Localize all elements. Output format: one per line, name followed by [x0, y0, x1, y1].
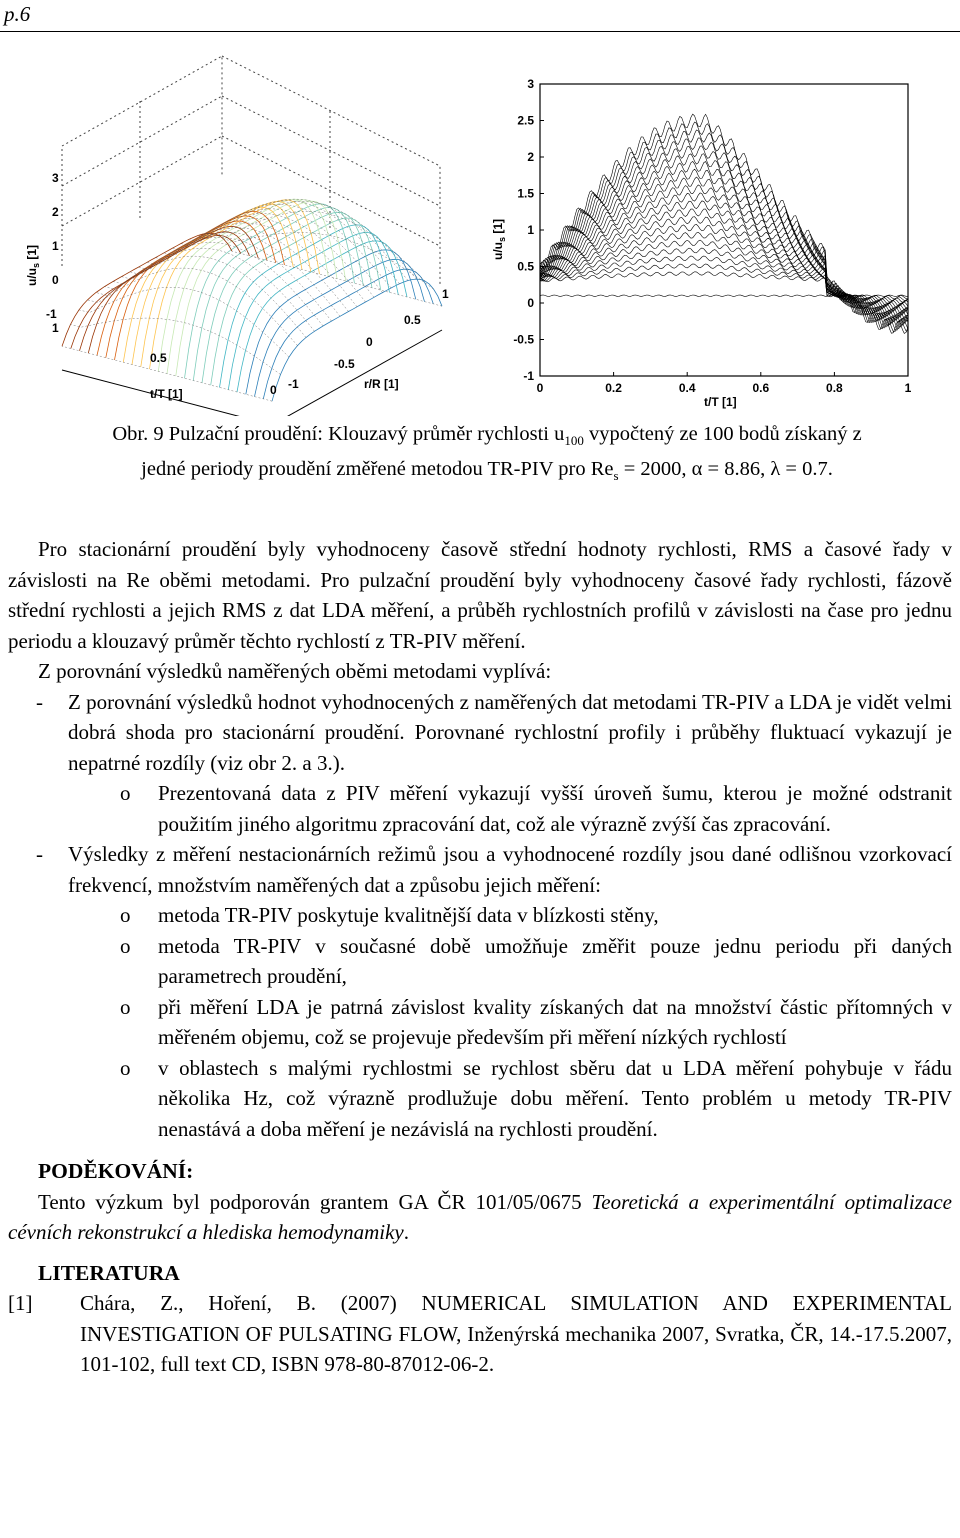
figure-caption	[72, 420, 902, 490]
x-tick-label: 0.6	[752, 381, 770, 395]
list-item: - Z porovnání výsledků hodnot vyhodnocených z naměřených dat metodami TR-PIV a LDA je vidět velmi dobrá shoda pro stacionární proudění. Porovnané rychlostní profily i průběhy fluktuací vykazují je nepatrné rozdíly (viz obr 2. a 3.).	[36, 689, 952, 775]
x-axis-label: t/T [1]	[704, 395, 737, 409]
caption-line-2: jedné periody proudění změřené metodou TR-PIV pro $Re_s = 2000$, α = 8.86, λ = 0.7.	[141, 458, 833, 484]
surface-line	[164, 214, 374, 298]
y-axis-label: $u/u_s$ [1]	[25, 244, 41, 286]
body-text	[8, 534, 952, 1380]
z-tick: 1	[52, 239, 59, 253]
t-tick: 0	[270, 383, 277, 397]
r-tick: -0.5	[334, 357, 355, 371]
surface-line	[228, 233, 398, 390]
reference-item: [1] Chára, Z., Hoření, B. (2007) NUMERICAL SIMULATION AND EXPERIMENTAL INVESTIGATION OF PULSATING FLOW, Inženýrská mechanika 2007, Svratka, ČR, 14.-17.5.2007, 101-102, full text CD, ISBN 978-80-87012-06-2.	[8, 1291, 952, 1376]
x-tick-label: 0	[536, 381, 544, 395]
z-tick: 3	[52, 171, 59, 185]
plot-frame	[540, 84, 908, 376]
y-tick-label: -0.5	[513, 332, 534, 347]
y-tick-label: 2.5	[517, 113, 534, 128]
paragraph-comparison-intro: Z porovnání výsledků naměřených oběmi metodami vyplívá:	[38, 659, 552, 683]
list-item: o Prezentovaná data z PIV měření vykazují vyšší úroveň šumu, kterou je možné odstranit použitím jiného algoritmu zpracování dat, což ale výrazně zvýší čas zpracování.	[120, 781, 952, 836]
x-tick-label: 0.4	[678, 381, 696, 395]
surface-line	[71, 318, 281, 374]
figure-2d-velocity-time	[488, 70, 928, 415]
surface-line	[96, 256, 306, 337]
figure-2d-svg	[488, 70, 928, 415]
surface-line	[173, 209, 383, 293]
t-tick: 0.5	[150, 351, 167, 365]
list-item: - Výsledky z měření nestacionárních režimů jsou a vyhodnocené rozdíly jsou dané odlišnou vzorkovací frekvencí, množstvím naměřených dat a způsobu jejich měření:	[36, 842, 952, 897]
surface-line	[246, 250, 416, 394]
r-tick: 0	[366, 335, 373, 349]
y-tick-label: 0	[527, 296, 534, 310]
surface-line	[113, 242, 323, 326]
figure-3d-svg	[0, 36, 480, 416]
r-tick: -1	[288, 377, 299, 391]
surface-line	[215, 211, 425, 281]
velocity-curve	[540, 130, 908, 330]
surface-line	[237, 241, 407, 392]
list-item: o v oblastech s malými rychlostmi se rychlost sběru dat u LDA měření pohybuje v řádu několika Hz, což výrazně prodlužuje dobu měření. Tento problém u metody TR-PIV nenastává a doba měření je nezávislá na rychlosti proudění.	[120, 1055, 952, 1141]
r-axis-label: r/R [1]	[364, 377, 399, 391]
literature-heading: LITERATURA	[38, 1260, 180, 1285]
caption-line-1: Obr. 9 Pulzační proudění: Klouzavý průměr rychlosti $u_{100}$ vypočtený ze 100 bodů získaný z	[112, 423, 862, 449]
surface-line	[139, 228, 349, 312]
y-tick-label: 3	[527, 77, 534, 91]
list-item: o při měření LDA je patrná závislost kvality získaných dat na množství částic přítomných v měřeném objemu, což se projevuje především při měření nízkých rychlostí	[120, 994, 952, 1049]
surface-line	[147, 223, 357, 307]
t-tick: 1	[52, 321, 59, 335]
box-grid	[62, 56, 440, 286]
velocity-curve	[540, 264, 908, 301]
z-tick: -1	[46, 307, 57, 321]
base-axes	[62, 330, 442, 416]
velocity-curve	[540, 272, 908, 299]
surface-line	[176, 201, 346, 376]
curve-family	[540, 114, 908, 333]
header-rule	[0, 31, 960, 32]
y-tick-label: 0.5	[517, 259, 534, 274]
surface-line	[158, 199, 328, 371]
list-item: o metoda TR-PIV v současné době umožňuje změřit pouze jednu periodu při daných parametrech proudění,	[120, 933, 952, 988]
z-tick: 0	[52, 273, 59, 287]
paragraph-methods: Pro stacionární proudění byly vyhodnoceny časově střední hodnoty rychlosti, RMS a časové řady v závislosti na Re oběmi metodami. Pro pulzační proudění byly vyhodnoceny časové řady rychlosti, fázově střední rychlosti a jejich RMS z dat LDA měření, a průběh rychlostních profilů v závislosti na čase pro jednu periodu a klouzavý průměr těchto rychlostí z TR-PIV měření.	[8, 537, 952, 653]
y-axis-label: $u/u_s$ [1]	[491, 218, 507, 260]
list-item: o metoda TR-PIV poskytuje kvalitnější data v blízkosti stěny,	[120, 903, 659, 927]
x-tick-label: 1	[904, 381, 912, 395]
x-tick-label: 0.2	[605, 381, 622, 395]
figure-3d-velocity-profiles	[0, 36, 480, 416]
t-axis-label: t/T [1]	[150, 387, 183, 401]
y-tick-label: 2	[527, 150, 534, 164]
y-tick-label: 1.5	[517, 186, 534, 201]
acknowledgement-heading: PODĚKOVÁNÍ:	[38, 1159, 194, 1183]
r-tick: 0.5	[404, 313, 421, 327]
surface-line	[167, 200, 337, 374]
y-tick-label: 1	[527, 223, 534, 237]
r-tick: 1	[442, 287, 449, 301]
page-number: p.6	[4, 2, 31, 26]
x-tick-label: 0.8	[826, 381, 843, 395]
y-tick-label: -1	[523, 369, 534, 383]
acknowledgement-text: Tento výzkum byl podporován grantem GA ČR 101/05/0675 Teoretická a experimentální optimalizace cévních rekonstrukcí a hlediska hemodynamiky.	[8, 1189, 953, 1244]
surface-line	[193, 208, 363, 381]
z-tick: 2	[52, 205, 59, 219]
surface-line	[150, 200, 320, 369]
